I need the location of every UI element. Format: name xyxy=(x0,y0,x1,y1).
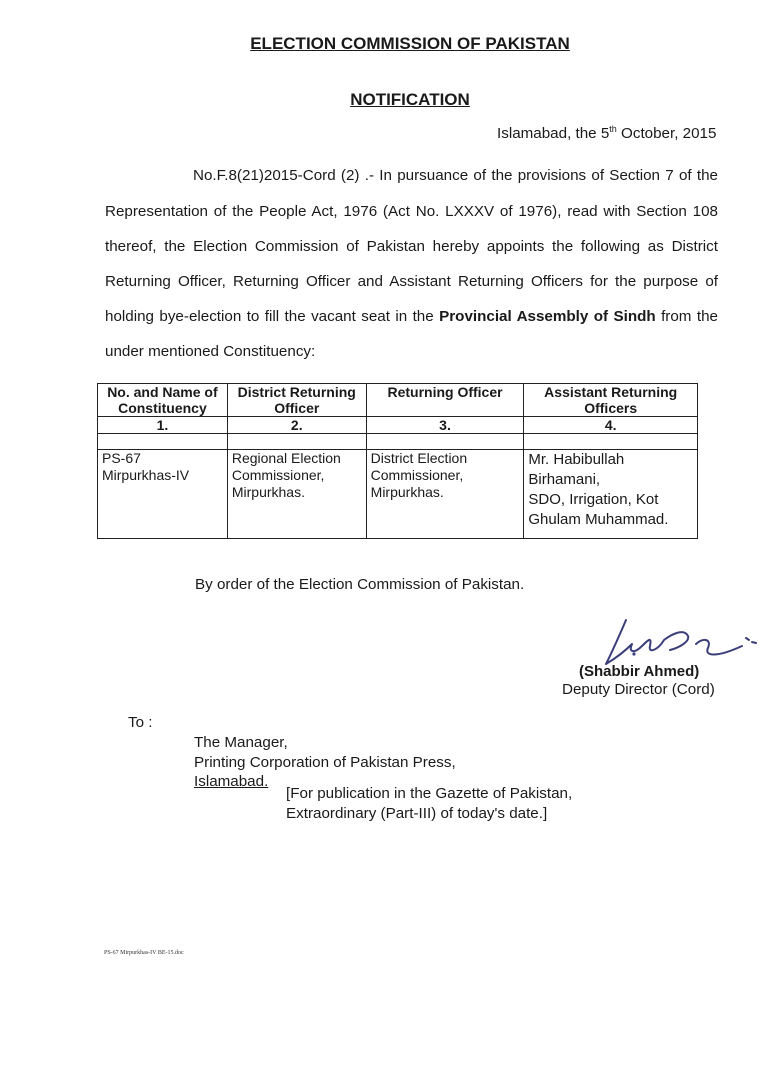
signatory-designation: Deputy Director (Cord) xyxy=(562,681,715,698)
column-number: 4. xyxy=(524,417,698,434)
recipient-address xyxy=(194,733,456,792)
closing-line: By order of the Election Commission of Pakistan. xyxy=(195,576,525,593)
signatory-name: (Shabbir Ahmed) xyxy=(579,663,700,680)
dateline xyxy=(497,124,716,142)
cell-assistant-returning-officers xyxy=(524,450,698,539)
dateline-suffix: October, 2015 xyxy=(616,125,717,143)
header-constituency: No. and Name of Constituency xyxy=(98,384,228,417)
dateline-superscript: th xyxy=(609,124,617,134)
to-label: To : xyxy=(128,714,153,731)
publication-note xyxy=(286,784,572,823)
notification-title: NOTIFICATION xyxy=(350,90,470,109)
dateline-prefix: Islamabad, the 5 xyxy=(497,125,610,143)
body-line-2: Representation of the People Act, 1976 (Act No. LXXXV of 1976), read with Section 108 xyxy=(105,203,718,220)
recipient-line: Printing Corporation of Pakistan Press, xyxy=(194,753,456,771)
body-line-6: under mentioned Constituency: xyxy=(105,343,316,360)
cell-district-returning-officer xyxy=(227,450,366,539)
table-number-row xyxy=(98,417,698,434)
appointment-table xyxy=(97,383,698,539)
body-line-5 xyxy=(105,308,718,325)
cell-line: Mr. Habibullah xyxy=(528,451,625,468)
cell-line: Mirpurkhas-IV xyxy=(102,467,190,483)
note-line: Extraordinary (Part-III) of today's date.] xyxy=(286,804,548,822)
recipient-city: Islamabad. xyxy=(194,773,269,790)
header-returning-officer: Returning Officer xyxy=(366,384,524,417)
table-row xyxy=(98,450,698,539)
table-spacer-row xyxy=(98,434,698,450)
header-assistant-returning-officers: Assistant Returning Officers xyxy=(524,384,698,417)
body-line-4: Returning Officer, Returning Officer and Assistant Returning Officers for the purpose of xyxy=(105,273,718,290)
cell-line: Birhamani, xyxy=(528,471,601,488)
cell-line: SDO, Irrigation, Kot xyxy=(528,491,659,508)
cell-line: Mirpurkhas. xyxy=(231,484,305,500)
header-district-returning-officer: District Returning Officer xyxy=(227,384,366,417)
body-line-3: thereof, the Election Commission of Pakistan hereby appoints the following as District xyxy=(105,238,718,255)
cell-line: District Election xyxy=(370,450,468,466)
cell-line: Commissioner, xyxy=(370,467,464,483)
cell-returning-officer xyxy=(366,450,524,539)
column-number: 2. xyxy=(227,417,366,434)
cell-line: Ghulam Muhammad. xyxy=(528,511,669,528)
body-line-5-post: from the xyxy=(655,308,718,325)
cell-constituency xyxy=(98,450,228,539)
organization-heading: ELECTION COMMISSION OF PAKISTAN xyxy=(250,34,570,53)
cell-line: Commissioner, xyxy=(231,467,325,483)
body-line-5-pre: holding bye-election to fill the vacant seat in the xyxy=(105,308,440,325)
column-number: 1. xyxy=(98,417,228,434)
column-number: 3. xyxy=(366,417,524,434)
table-header-row xyxy=(98,384,698,417)
note-line: [For publication in the Gazette of Pakistan, xyxy=(286,785,573,802)
cell-line: Regional Election xyxy=(231,450,341,466)
assembly-name: Provincial Assembly of Sindh xyxy=(439,308,656,325)
file-reference: PS-67 Mirpurkhas-IV BE-15.doc xyxy=(104,950,184,956)
recipient-line: The Manager, xyxy=(194,734,288,751)
body-line-1: No.F.8(21)2015-Cord (2) .- In pursuance of the provisions of Section 7 of the xyxy=(193,167,718,184)
cell-line: PS-67 xyxy=(102,450,141,466)
cell-line: Mirpurkhas. xyxy=(370,484,444,500)
